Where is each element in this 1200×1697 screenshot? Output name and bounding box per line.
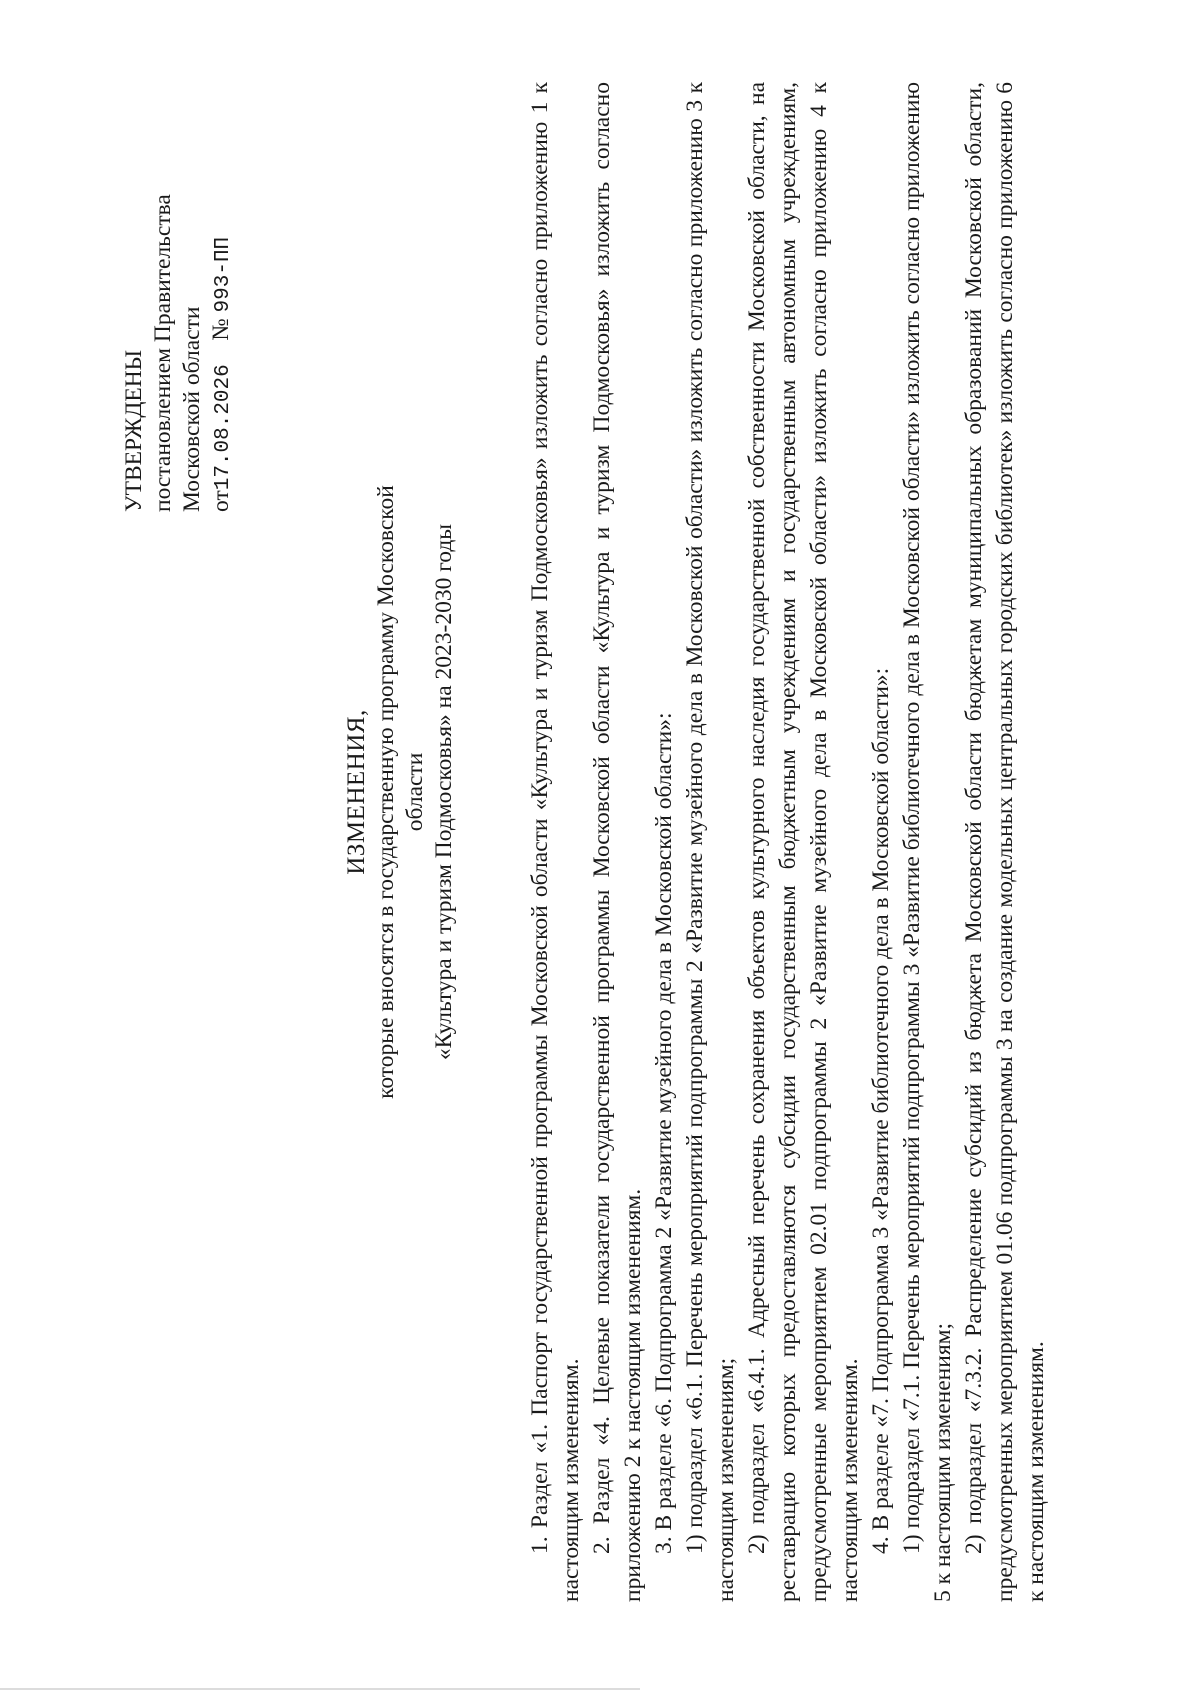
paragraph: 2. Раздел «4. Целевые показатели государственной программы Московской области «Культура и туризм Подмосковья» изложить согласно приложению 2 к настоящим изменениям. — [589, 82, 646, 1602]
approval-date: 17.08.2026 — [212, 364, 235, 491]
paragraph: 1) подраздел «7.1. Перечень мероприятий подпрограммы 3 «Развитие библиотечного дела в Московской области» изложить согласно приложению 5 к настоящим изменениям; — [899, 82, 956, 1602]
paragraph: 2) подраздел «7.3.2. Распределение субсидий из бюджета Московской области бюджетам муниципальных образований Московской области, предусмотренных мероприятием 01.06 подпрограммы 3 на создание модельных центральных городских библиотек» изложить согласно приложению 6 к настоящим изменениям. — [961, 82, 1049, 1602]
approval-line-1: постановлением Правительства — [150, 194, 176, 512]
paragraph: 4. В разделе «7. Подпрограмма 3 «Развитие библиотечного дела в Московской области»: — [868, 667, 894, 1554]
heading-line-2: «Культура и туризм Подмосковья» на 2023-2030 годы — [431, 523, 457, 1061]
paragraph: 1) подраздел «6.1. Перечень мероприятий подпрограммы 2 «Развитие музейного дела в Московской области» изложить согласно приложению 3 к настоящим изменениям; — [682, 82, 739, 1602]
approval-title: УТВЕРЖДЕНЫ — [121, 349, 147, 512]
number-prefix: № — [208, 318, 234, 341]
document-heading — [342, 447, 459, 1137]
paragraph: 2) подраздел «6.4.1. Адресный перечень сохранения объектов культурного наследия государственной собственности Московской области, на реставрацию которых предоставляются субсидии государственным бюджетным учреждениям и государственным автономным учреждениям, предусмотренные мероприятием 02.01 подпрограммы 2 «Развитие музейного дела в Московской области» изложить согласно приложению 4 к настоящим изменениям. — [744, 82, 863, 1602]
document-title: ИЗМЕНЕНИЯ, — [343, 709, 370, 875]
approval-block — [120, 92, 238, 512]
scan-edge-line — [0, 1688, 640, 1690]
approval-number: 993-ПП — [212, 236, 235, 313]
approval-date-row — [207, 92, 238, 512]
paragraph: 3. В разделе «6. Подпрограмма 2 «Развитие музейного дела в Московской области»: — [651, 712, 677, 1554]
heading-line-1: которые вносятся в государственную программу Московской области — [373, 485, 428, 1099]
date-prefix: от — [208, 490, 234, 512]
approval-line-2: Московской области — [179, 306, 205, 512]
paragraph: 1. Раздел «1. Паспорт государственной программы Московской области «Культура и туризм Подмосковья» изложить согласно приложению 1 к настоящим изменениям. — [527, 82, 584, 1602]
document-body — [525, 82, 1052, 1602]
